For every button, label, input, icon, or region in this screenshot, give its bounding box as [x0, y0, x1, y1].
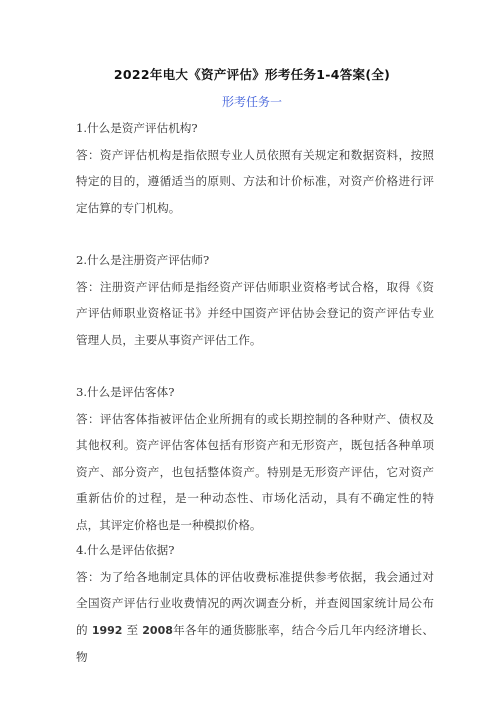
question-2: 2.什么是注册资产评估师?: [76, 253, 210, 267]
qa-block-3: [76, 379, 434, 538]
answer-3: 答：评估客体指被评估企业所拥有的或长期控制的各种财产、债权及其他权利。资产评估客体包括有形资产和无形资产，既包括各种单项资产、部分资产，也包括整体资产。特别是无形资产评估，它对资产重新估价的过程，是一种动态性、市场化活动，具有不确定性的特点，其评定价格也是一种模拟价格。: [76, 411, 434, 532]
answer-4-text-middle: 至: [126, 622, 139, 637]
answer-4-text-before: 答：为了给各地制定具体的评估收费标准提供参考依据，我会通过对全国资产评估行业收费情况的两次调查分析，并查阅国家统计局公布的: [76, 569, 434, 637]
answer-4-year-end: 2008: [142, 623, 173, 637]
question-3: 3.什么是评估客体?: [76, 385, 175, 399]
qa-block-1: [76, 115, 434, 221]
qa-block-4: [76, 537, 434, 671]
question-1: 1.什么是资产评估机构?: [76, 121, 198, 135]
qa-block-2: [76, 247, 434, 353]
answer-2: 答：注册资产评估师是指经资产评估师职业资格考试合格，取得《资产评估师职业资格证书》并经中国资产评估协会登记的资产评估专业管理人员，主要从事资产评估工作。: [76, 279, 434, 347]
answer-4-text-after: 年各年的通货膨胀率，结合今后几年内经济增长、物: [76, 622, 434, 664]
question-4: 4.什么是评估依据?: [76, 543, 175, 557]
answer-4-year-start: 1992: [91, 623, 123, 637]
document-title: 2022年电大《资产评估》形考任务1-4答案(全): [113, 67, 391, 82]
answer-1: 答：资产评估机构是指依照专业人员依照有关规定和数据资料，按照特定的目的，遵循适当的原则、方法和计价标准，对资产价格进行评定估算的专门机构。: [76, 147, 434, 215]
section-subtitle: 形考任务一: [221, 95, 282, 109]
answer-4: [76, 564, 434, 671]
